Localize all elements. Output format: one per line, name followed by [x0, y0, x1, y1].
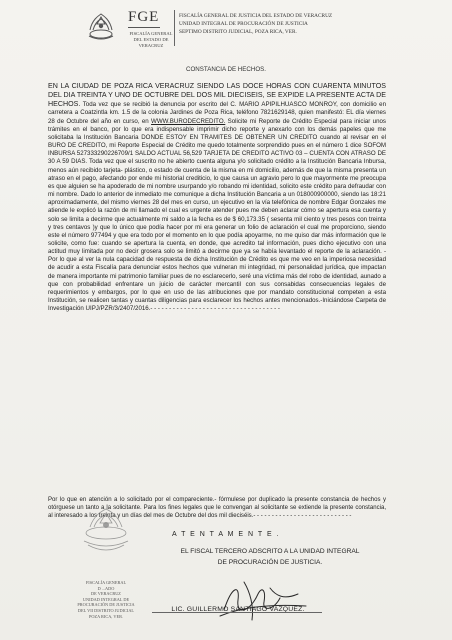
agency-subtitle — [122, 31, 180, 49]
signatory-title — [120, 546, 420, 568]
agency-subtitle-line: FISCALÍA GENERAL — [129, 31, 173, 36]
header-divider — [174, 10, 175, 46]
website-reference: WWW.BURODECREDITO. — [151, 117, 226, 125]
acronym-rule — [128, 27, 160, 28]
document-body — [48, 82, 386, 313]
letterhead — [0, 0, 452, 56]
institution-line: FISCALÍA GENERAL DE JUSTICIA DEL ESTADO DE VERACRUZ — [179, 13, 333, 19]
agency-acronym: FGE — [128, 9, 160, 25]
salutation: A T E N T A M E N T E . — [171, 531, 281, 538]
institution-line: UNIDAD INTEGRAL DE PROCURACIÓN DE JUSTICIA — [179, 21, 308, 27]
seal-line: D ...ADO — [97, 585, 115, 591]
seal-line: DE VERACRUZ — [91, 591, 121, 597]
lead-statement: EN LA CIUDAD DE POZA RICA VERACRUZ SIENDO LAS DOCE HORAS CON CUARENTA MINUTOS DEL DIA TREINTA Y UNO DE OCTUBRE DEL DOS MIL DIECISEIS, SE EXPIDE LA PRESENTE ACTA DE HECHOS. — [48, 82, 386, 109]
institution-line: SEPTIMO DISTRITO JUDICIAL, POZA RICA, VER. — [179, 29, 297, 35]
document-caption: CONSTANCIA DE HECHOS. — [186, 66, 266, 73]
institution-block — [179, 12, 332, 36]
seal-text — [70, 580, 142, 619]
signature-line — [152, 612, 322, 613]
signatory-title-line: DE PROCURACIÓN DE JUSTICIA. — [217, 559, 323, 566]
seal-line: DEL VII DISTRITO JUDICIAL — [77, 607, 135, 613]
body-paragraph — [48, 82, 386, 313]
seal-line: PROCURACIÓN DE JUSTICIA — [77, 602, 135, 608]
coat-of-arms-icon — [84, 8, 118, 42]
agency-subtitle-line: DEL ESTADO DE VERACRUZ — [133, 37, 169, 48]
closing-text: Por lo que en atención a lo solicitado por el compareciente.- fórmulese por duplicado la presente constancia de hechos y otórguese un tanto a la solicitante. Para los fines legales que le convengan al solicitante se extiende la presente constancia, al interesado a los treinta y un días del mes de Octubre del dos mil dieciséis.- - - - - - - - - - - - - - - - - - - - - - - - - - - — [48, 497, 386, 519]
body-text: Toda vez que se recibió la denuncia por escrito del C. MARIO APIPILHUASCO MONROY, con domicilio en carretera a Coatzintla km. 1.5 de la colonia Jardines de Poza Rica, teléfono 7821629148, quien manifestó: EL día viernes 28 de Octubre del año en curso, en — [48, 101, 386, 125]
handwritten-signature-icon — [214, 576, 314, 624]
signatory-title-line: EL FISCAL TERCERO ADSCRITO A LA UNIDAD INTEGRAL — [180, 548, 360, 555]
body-text-continued: Solicite mi Reporte de Crédito Especial para iniciar unos trámites en el banco, por lo que era indispensable imprimir dicho reporte y anexarlo con los demás papeles que me solicitaba la Institución Bancaria DONDE ESTOY EN TRAMITES DE OBTENER UN CREDITO cuando al revisar en el BURO DE CREDITO, mi Reporte Especial de Crédito me quedo totalmente sorprendido pues en el número 1 dice SOFOM INBURSA 527333290226709/1 SALDO ACTUAL 56,529 TARJETA DE CREDITO ACTIVO 03 – CUENTA CON ATRASO DE 30 A 59 DIAS. Toda vez que el suscrito no he abierto cuenta alguna y/o solicitado crédito a la Institución Bancaria Inbursa, menos aún recibido tarjeta- plástico, o estado de cuenta de la misma en mi domicilio, además de que la misma presenta un atraso en el pago, afectando por ende mi historial crediticio, lo que causa un agravio pero lo que mayormente me preocupa es que alguien se ha apoderado de mi nombre usurpando y/o robando mi identidad, solicito este crédito para defraudar con mi nombre. Dado lo anterior de inmediato me comunique a dicha Institución Bancaria a un 018000900000, siendo las 18:21 aproximadamente, del mismo viernes 28 del mes en curso, un ejecutivo en la vía telefónica de nombre Edgar Gonzales me atiende le explicó la razón de mi llamado el cual es urgente atender pues me deben aclarar cómo se apertura esa cuenta y solo se limita a decirme que actualmente mi saldo a la fecha es de $ 60,173.35 ( sesenta mil ciento y tres pesos con treinta y tres centavos )y que lo único que podía hacer por mi era generar un folio de aclaración el cual me proporciono, siendo este el número 977494 y que era todo por el momento en lo que podía apoyarme, no me quiso dar más información que le solicite, como fue: cuando se apertura la cuenta, en donde, que acredito tal información, pues dicho ejecutivo con una actitud muy limitada por no decir grosera solo se limitó a decirme que ya se había levantado el reporte de la aclaración. - Por lo que al ver la nula capacidad de respuesta de dicha Institución de Crédito es que me veo en la imperiosa necesidad de acudir a esta Fiscalía para denunciar estos hechos que vulneran mi integridad, mi personalidad jurídica, que impactan de manera importante mi patrimonio familiar pues de no esclarecerlo, seré una víctima más del robo de identidad, aunado a que con probabilidad enfrentare un juicio de carácter mercantil con sus consabidas consecuencias legales de requerimientos y embargos, por lo que en uso de las atribuciones que por mandato constitucional competen a esta Institución, se realicen tantas y cuantas diligencias para esclarecer los hechos antes mencionados.-Iniciándose Carpeta de Investigación UIPJ/PZR/3/2407/2016.- - - - - - - - - - - - - - - - - - - - - - - - - - - - - - - - - - - — [48, 117, 386, 313]
seal-line: POZA RICA, VER. — [88, 613, 124, 619]
signatory-name: LIC. GUILLERMO SANTIAGO VAZQUEZ. — [171, 606, 305, 613]
seal-line: UNIDAD INTEGRAL DE — [82, 596, 130, 602]
seal-line: FISCALÍA GENERAL — [85, 580, 127, 585]
